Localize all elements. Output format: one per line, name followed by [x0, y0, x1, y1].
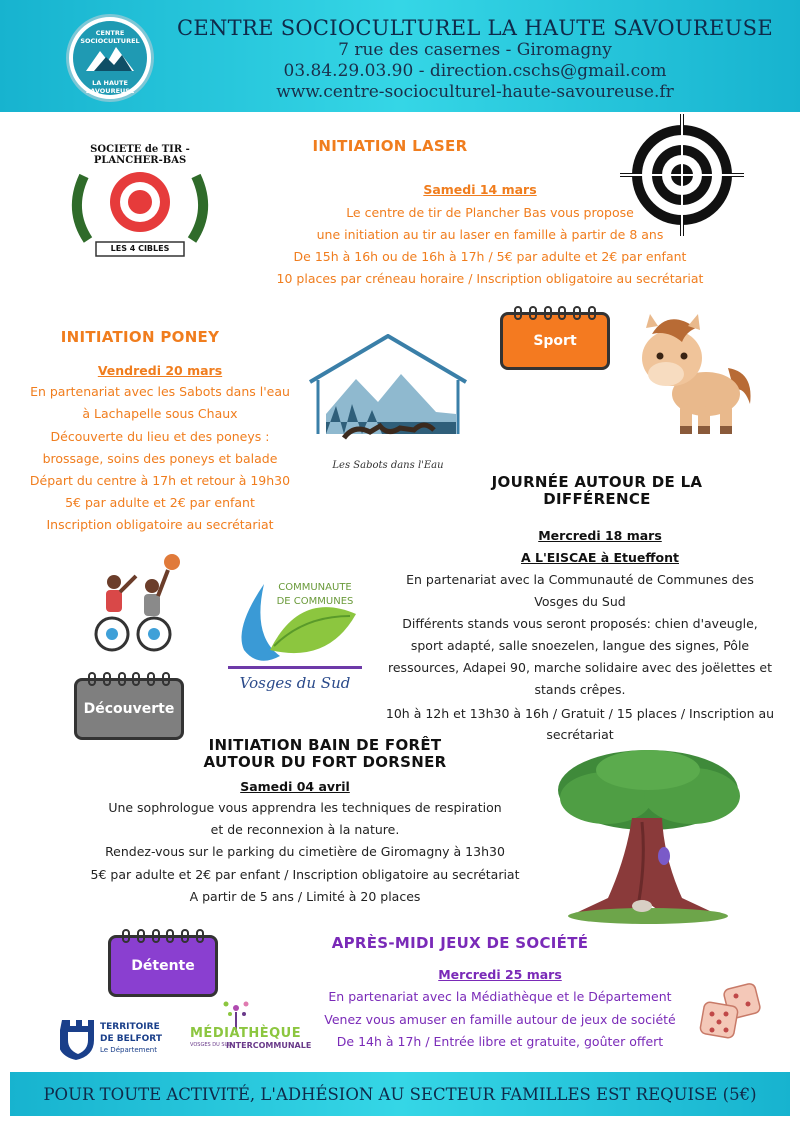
difference-line-3: Différents stands vous seront proposés: chien d'aveugle, — [402, 616, 758, 631]
decouverte-tag-label: Découverte — [83, 701, 175, 717]
cc-logo-line-2: DE COMMUNES — [276, 596, 354, 607]
poney-line-5: Départ du centre à 17h et retour à 19h30 — [29, 473, 291, 488]
difference-line-7: 10h à 12h et 13h30 à 16h / Gratuit / 15 places / Inscription au — [385, 706, 775, 721]
poney-line-4: brossage, soins des poneys et balade — [42, 451, 278, 466]
logo-text-bottom: LA HAUTE SAVOUREUSE — [85, 79, 135, 95]
header-contact[interactable]: 03.84.29.03.90 - direction.cschs@gmail.com — [283, 61, 667, 81]
poney-line-6: 5€ par adulte et 2€ par enfant — [65, 495, 255, 510]
territoire-belfort-logo — [60, 1016, 184, 1066]
territoire-line-3: Le Département — [100, 1046, 157, 1054]
difference-place: A L'EISCAE à Etueffont — [520, 550, 679, 565]
sabots-logo-text: Les Sabots dans l'Eau — [332, 460, 444, 471]
decouverte-tag — [74, 678, 184, 740]
territoire-line-1: TERRITOIRE — [100, 1022, 160, 1032]
foret-title-1: INITIATION BAIN DE FORÊT — [208, 736, 442, 754]
laser-date: Samedi 14 mars — [423, 182, 537, 197]
laser-title: INITIATION LASER — [312, 137, 468, 155]
header-title: CENTRE SOCIOCULTUREL LA HAUTE SAVOUREUSE — [177, 16, 773, 40]
laser-line-3: De 15h à 16h ou de 16h à 17h / 5€ par adulte et 2€ par enfant — [293, 249, 687, 264]
difference-date: Mercredi 18 mars — [538, 528, 662, 543]
difference-title-1: JOURNÉE AUTOUR DE LA — [491, 473, 703, 491]
poney-line-2: à Lachapelle sous Chaux — [82, 406, 238, 421]
poney-line-1: En partenariat avec les Sabots dans l'eau — [30, 384, 290, 399]
target-icon — [620, 114, 744, 236]
logo-text-top: CENTRE SOCIOCULTUREL — [80, 29, 140, 45]
difference-line-2: Vosges du Sud — [534, 594, 626, 609]
calendar-rings-icon — [511, 306, 599, 320]
detente-tag — [108, 935, 218, 997]
difference-line-8: secrétariat — [546, 727, 614, 742]
foret-line-5: A partir de 5 ans / Limité à 20 places — [189, 889, 421, 904]
footer-banner — [10, 1072, 790, 1116]
mountain-icon — [86, 43, 134, 73]
poney-title: INITIATION PONEY — [60, 328, 220, 346]
wheelchair-sport-icon — [92, 552, 188, 656]
mediatheque-logo — [190, 998, 312, 1068]
sabots-logo — [306, 334, 470, 480]
header-address: 7 rue des casernes - Giromagny — [338, 40, 612, 60]
jeux-line-1: En partenariat avec la Médiathèque et le Département — [328, 989, 672, 1004]
difference-line-6: stands crêpes. — [534, 682, 626, 697]
difference-line-4: sport adapté, salle snoezelen, langue des signes, Pôle — [410, 638, 750, 653]
footer-text: POUR TOUTE ACTIVITÉ, L'ADHÉSION AU SECTEUR FAMILLES EST REQUISE (5€) — [43, 1084, 757, 1104]
poney-line-7: Inscription obligatoire au secrétariat — [46, 517, 274, 532]
laser-line-2: une initiation au tir au laser en famille à partir de 8 ans — [316, 227, 664, 242]
centre-logo — [66, 14, 154, 102]
calendar-rings-icon — [119, 929, 207, 943]
shooting-club-banner: LES 4 CIBLES — [110, 244, 170, 253]
sport-tag — [500, 312, 610, 370]
mediatheque-line-1: MÉDIATHÈQUE — [190, 1026, 302, 1041]
shooting-club-logo — [60, 140, 220, 265]
jeux-date: Mercredi 25 mars — [438, 967, 562, 982]
difference-line-5: ressources, Adapei 90, marche solidaire avec des joëlettes et — [388, 660, 772, 675]
poney-date: Vendredi 20 mars — [97, 363, 223, 378]
difference-line-1: En partenariat avec la Communauté de Communes des — [406, 572, 754, 587]
laser-line-1: Le centre de tir de Plancher Bas vous propose — [346, 205, 634, 220]
jeux-line-2: Venez vous amuser en famille autour de jeux de société — [324, 1012, 676, 1027]
foret-title-2: AUTOUR DU FORT DORSNER — [203, 753, 447, 771]
jeux-title: APRÈS-MIDI JEUX DE SOCIÉTÉ — [331, 934, 589, 952]
logo-ring — [73, 21, 147, 95]
foret-line-2: et de reconnexion à la nature. — [210, 822, 400, 837]
tree-icon — [552, 748, 746, 928]
header-website[interactable]: www.centre-socioculturel-haute-savoureuse.fr — [276, 82, 674, 102]
foret-line-4: 5€ par adulte et 2€ par enfant / Inscription obligatoire au secrétariat — [90, 867, 520, 882]
foret-line-3: Rendez-vous sur le parking du cimetière de Giromagny à 13h30 — [105, 844, 505, 859]
mediatheque-line-3: VOSGES DU SUD — [190, 1042, 233, 1048]
jeux-line-3: De 14h à 17h / Entrée libre et gratuite, goûter offert — [336, 1034, 664, 1049]
mediatheque-line-2: INTERCOMMUNALE — [226, 1041, 312, 1050]
sport-tag-label: Sport — [533, 333, 577, 349]
cc-logo-divider — [228, 666, 362, 669]
belfort-emblem-icon — [60, 1018, 96, 1062]
cc-logo-line-3: Vosges du Sud — [239, 674, 351, 692]
water-leaf-icon — [230, 580, 358, 670]
poney-line-3: Découverte du lieu et des poneys : — [50, 429, 270, 444]
cc-logo-line-1: COMMUNAUTE — [278, 582, 352, 593]
laser-line-4: 10 places par créneau horaire / Inscription obligatoire au secrétariat — [276, 271, 704, 286]
shooting-club-name: SOCIETE de TIR - PLANCHER-BAS — [90, 144, 190, 166]
foret-date: Samedi 04 avril — [240, 779, 350, 794]
dice-icon — [698, 982, 764, 1042]
pony-icon — [636, 312, 760, 436]
foret-line-1: Une sophrologue vous apprendra les techniques de respiration — [108, 800, 502, 815]
vosges-du-sud-logo — [228, 566, 362, 700]
difference-title-2: DIFFÉRENCE — [543, 490, 651, 508]
territoire-line-2: DE BELFORT — [100, 1034, 162, 1044]
detente-tag-label: Détente — [131, 958, 195, 974]
calendar-rings-icon — [85, 672, 173, 686]
